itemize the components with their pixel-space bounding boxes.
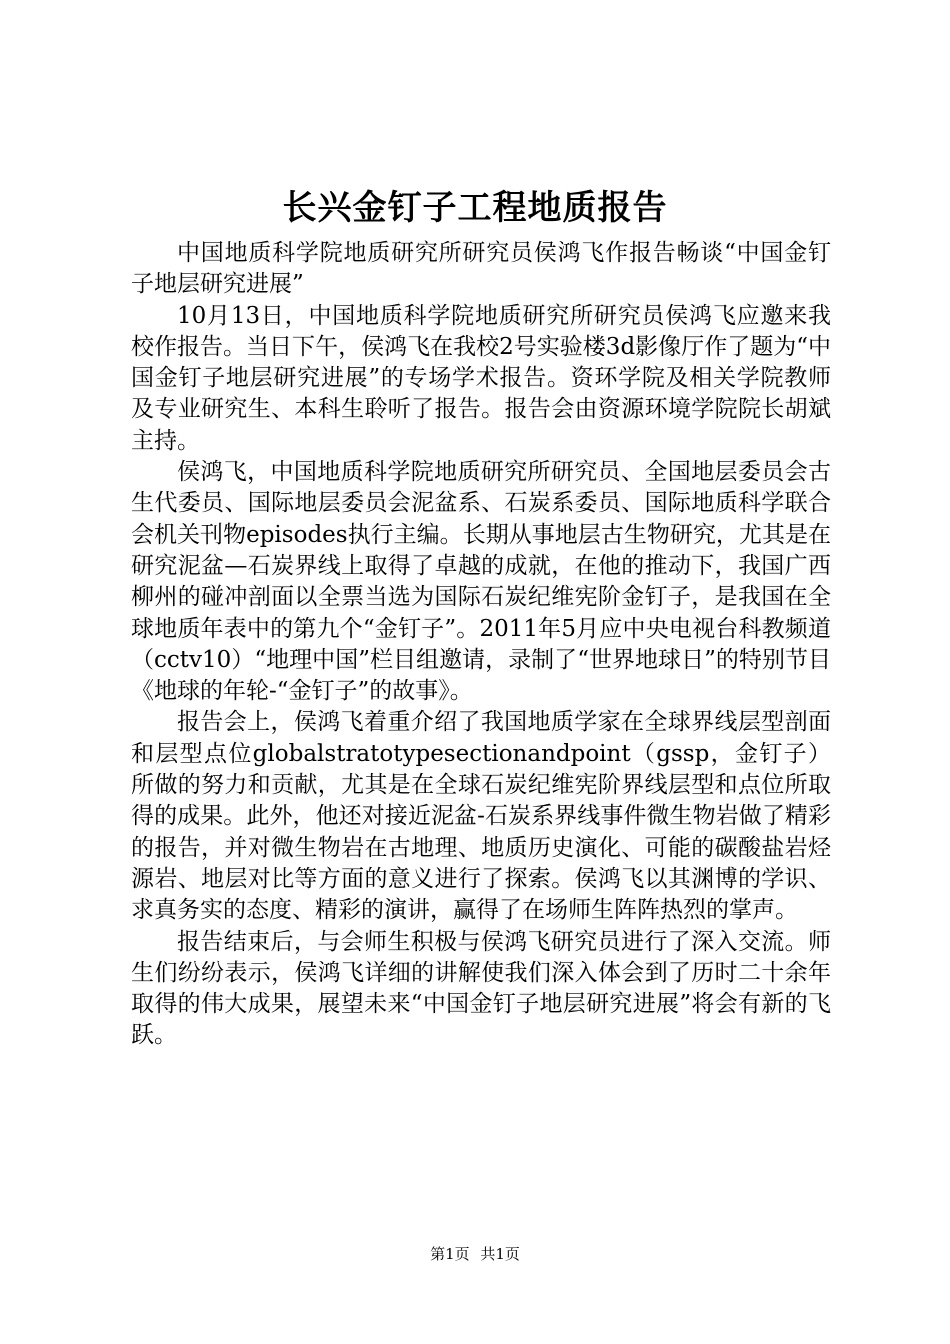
paragraph-event: 10月13日，中国地质科学院地质研究所研究员侯鸿飞应邀来我校作报告。当日下午，侯鸿飞在我校2号实验楼3d影像厅作了题为“中国金钉子地层研究进展”的专场学术报告。资环学院及相关学院教师及专业研究生、本科生聆听了报告。报告会由资源环境学院院长胡斌主持。 [131, 302, 831, 454]
page-footer [0, 1244, 950, 1264]
paragraph-conclusion: 报告结束后，与会师生积极与侯鸿飞研究员进行了深入交流。师生们纷纷表示，侯鸿飞详细的讲解使我们深入体会到了历时二十余年取得的伟大成果，展望未来“中国金钉子地层研究进展”将会有新的飞跃。 [131, 928, 831, 1049]
paragraph-report-content: 报告会上，侯鸿飞着重介绍了我国地质学家在全球界线层型剖面和层型点位globalstratotypesectionandpoint（gssp，金钉子）所做的努力和贡献，尤其是在全球石炭纪维宪阶界线层型和点位所取得的成果。此外，他还对接近泥盆-石炭系界线事件微生物岩做了精彩的报告，并对微生物岩在古地理、地质历史演化、可能的碳酸盐岩烃源岩、地层对比等方面的意义进行了探索。侯鸿飞以其渊博的学识、求真务实的态度、精彩的演讲，赢得了在场师生阵阵热烈的掌声。 [131, 709, 831, 924]
paragraph-headline: 中国地质科学院地质研究所研究员侯鸿飞作报告畅谈“中国金钉子地层研究进展” [131, 240, 831, 298]
paragraph-biography: 侯鸿飞，中国地质科学院地质研究所研究员、全国地层委员会古生代委员、国际地层委员会泥盆系、石炭系委员、国际地质科学联合会机关刊物episodes执行主编。长期从事地层古生物研究，尤其是在研究泥盆—石炭界线上取得了卓越的成就，在他的推动下，我国广西柳州的碰冲剖面以全票当选为国际石炭纪维宪阶金钉子，是我国在全球地质年表中的第九个“金钉子”。2011年5月应中央电视台科教频道（cctv10）“地理中国”栏目组邀请，录制了“世界地球日”的特别节目《地球的年轮-“金钉子”的故事》。 [131, 459, 831, 705]
page-number: 第1页 [430, 1245, 470, 1263]
document-title: 长兴金钉子工程地质报告 [282, 188, 668, 228]
document-body [131, 238, 831, 1052]
page-total: 共1页 [480, 1245, 520, 1263]
